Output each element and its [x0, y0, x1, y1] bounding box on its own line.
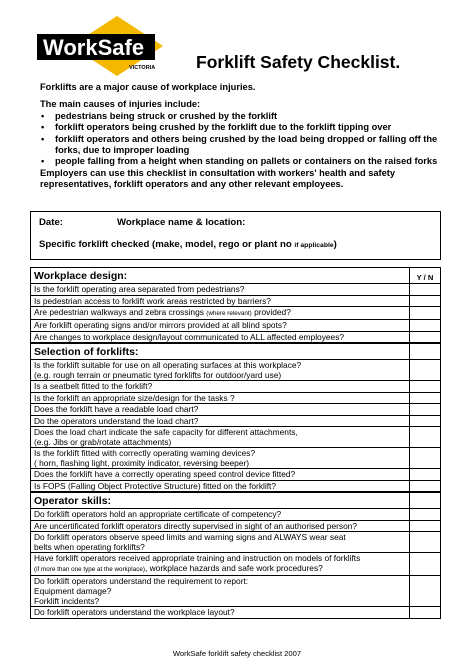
checklist-question: Do forklift operators understand the requirement to report: Equipment damage? Forklift incidents?	[31, 576, 410, 607]
checklist-info-box	[30, 211, 441, 260]
checklist-row	[31, 576, 441, 607]
cause-item: • forklift operators being crushed by the forklift due to the forklift tipping over	[40, 122, 440, 133]
yn-answer-cell[interactable]	[410, 392, 441, 404]
yn-answer-cell[interactable]	[410, 469, 441, 481]
checklist-row	[31, 480, 441, 492]
yn-answer-cell[interactable]	[410, 553, 441, 576]
yn-column-header	[410, 343, 441, 360]
checklist-row	[31, 307, 441, 320]
yn-answer-cell[interactable]	[410, 607, 441, 619]
logo-sub: VICTORIA	[129, 65, 156, 71]
yn-answer-cell[interactable]	[410, 360, 441, 381]
checklist-question: Are pedestrian walkways and zebra crossings (where relevant) provided?	[31, 307, 410, 320]
checklist-row	[31, 509, 441, 521]
checklist-row	[31, 427, 441, 448]
checklist-question: Is the forklift fitted with correctly operating warning devices? ( horn, flashing light, proximity indicator, reversing beeper)	[31, 448, 410, 469]
checklist-question: Do the operators understand the load chart?	[31, 415, 410, 427]
yn-answer-cell[interactable]	[410, 532, 441, 553]
yn-answer-cell[interactable]	[410, 520, 441, 532]
checklist-question: Do forklift operators hold an appropriate certificate of competency?	[31, 509, 410, 521]
checklist-question: Have forklift operators received appropriate training and instruction on models of forklifts (if more than one type at the workplace), workplace hazards and safe work procedures?	[31, 553, 410, 576]
checklist-row	[31, 520, 441, 532]
yn-answer-cell[interactable]	[410, 448, 441, 469]
yn-column-header	[410, 492, 441, 509]
checklist-question: Do forklift operators observe speed limits and warning signs and ALWAYS wear seat belts when operating forklifts?	[31, 532, 410, 553]
yn-answer-cell[interactable]	[410, 576, 441, 607]
yn-answer-cell[interactable]	[410, 480, 441, 492]
checklist-row	[31, 553, 441, 576]
yn-answer-cell[interactable]	[410, 404, 441, 416]
checklist-question: Is a seatbelt fitted to the forklift?	[31, 381, 410, 393]
cause-item: • people falling from a height when standing on pallets or containers on the raised forks	[40, 156, 440, 167]
checklist-row	[31, 404, 441, 416]
yn-answer-cell[interactable]	[410, 509, 441, 521]
workplace-label: Workplace name & location:	[117, 217, 246, 228]
checklist-question: Is the forklift suitable for use on all operating surfaces at this workplace? (e.g. rough terrain or pneumatic tyred forklifts for outdoor/yard use)	[31, 360, 410, 381]
section-title: Selection of forklifts:	[31, 343, 410, 360]
checklist-row	[31, 415, 441, 427]
checklist-row	[31, 469, 441, 481]
checklist-row	[31, 448, 441, 469]
checklist-question: Does the forklift have a readable load chart?	[31, 404, 410, 416]
yn-answer-cell[interactable]	[410, 427, 441, 448]
footer: WorkSafe forklift safety checklist 2007	[172, 649, 302, 658]
section-header	[31, 268, 441, 284]
logo-text: WorkSafe	[43, 35, 145, 60]
checklist-question: Are forklift operating signs and/or mirrors provided at all blind spots?	[31, 320, 410, 332]
yn-answer-cell[interactable]	[410, 331, 441, 343]
checklist-row	[31, 381, 441, 393]
cause-item: • pedestrians being struck or crushed by the forklift	[40, 111, 440, 122]
yn-answer-cell[interactable]	[410, 381, 441, 393]
checklist-row	[31, 607, 441, 619]
employers-note: Employers can use this checklist in consultation with workers' health and safety representatives, forklift operators and any other relevant employees.	[40, 167, 396, 190]
section-header	[31, 343, 441, 360]
yn-answer-cell[interactable]	[410, 284, 441, 296]
checklist-question: Does the forklift have a correctly operating speed control device fitted?	[31, 469, 410, 481]
checklist-row	[31, 295, 441, 307]
cause-item: • forklift operators and others being crushed by the load being dropped or falling off the forks, due to improper loading	[40, 134, 440, 157]
checklist-question: Does the load chart indicate the safe capacity for different attachments, (e.g. Jibs or grab/rotate attachments)	[31, 427, 410, 448]
causes-list	[40, 111, 440, 168]
yn-answer-cell[interactable]	[410, 295, 441, 307]
checklist-row	[31, 331, 441, 343]
checklist-row	[31, 532, 441, 553]
yn-answer-cell[interactable]	[410, 320, 441, 332]
checklist-row	[31, 284, 441, 296]
yn-answer-cell[interactable]	[410, 307, 441, 320]
checklist-question: Is the forklift an appropriate size/design for the tasks ?	[31, 392, 410, 404]
causes-heading: The main causes of injuries include:	[40, 99, 201, 110]
yn-column-header: Y / N	[410, 268, 441, 284]
checklist-row	[31, 320, 441, 332]
section-title: Workplace design:	[31, 268, 410, 284]
intro	[40, 82, 440, 191]
section-header	[31, 492, 441, 509]
checklist-question: Do forklift operators understand the workplace layout?	[31, 607, 410, 619]
forklift-checked-label: Specific forklift checked (make, model, rego or plant no if applicable)	[39, 239, 337, 250]
checklist-question: Are changes to workplace design/layout communicated to ALL affected employees?	[31, 331, 410, 343]
checklist-row	[31, 360, 441, 381]
checklist-question: Are uncertificated forklift operators directly supervised in sight of an authorised person?	[31, 520, 410, 532]
checklist-table	[30, 267, 441, 619]
page-title: Forklift Safety Checklist.	[196, 52, 401, 72]
checklist-question: Is the forklift operating area separated from pedestrians?	[31, 284, 410, 296]
intro-lead: Forklifts are a major cause of workplace injuries.	[40, 82, 256, 92]
checklist-row	[31, 392, 441, 404]
section-title: Operator skills:	[31, 492, 410, 509]
checklist-question: Is pedestrian access to forklift work areas restricted by barriers?	[31, 295, 410, 307]
checklist-question: Is FOPS (Falling Object Protective Structure) fitted on the forklift?	[31, 480, 410, 492]
date-label: Date:	[39, 217, 63, 228]
yn-answer-cell[interactable]	[410, 415, 441, 427]
worksafe-logo	[35, 14, 167, 78]
